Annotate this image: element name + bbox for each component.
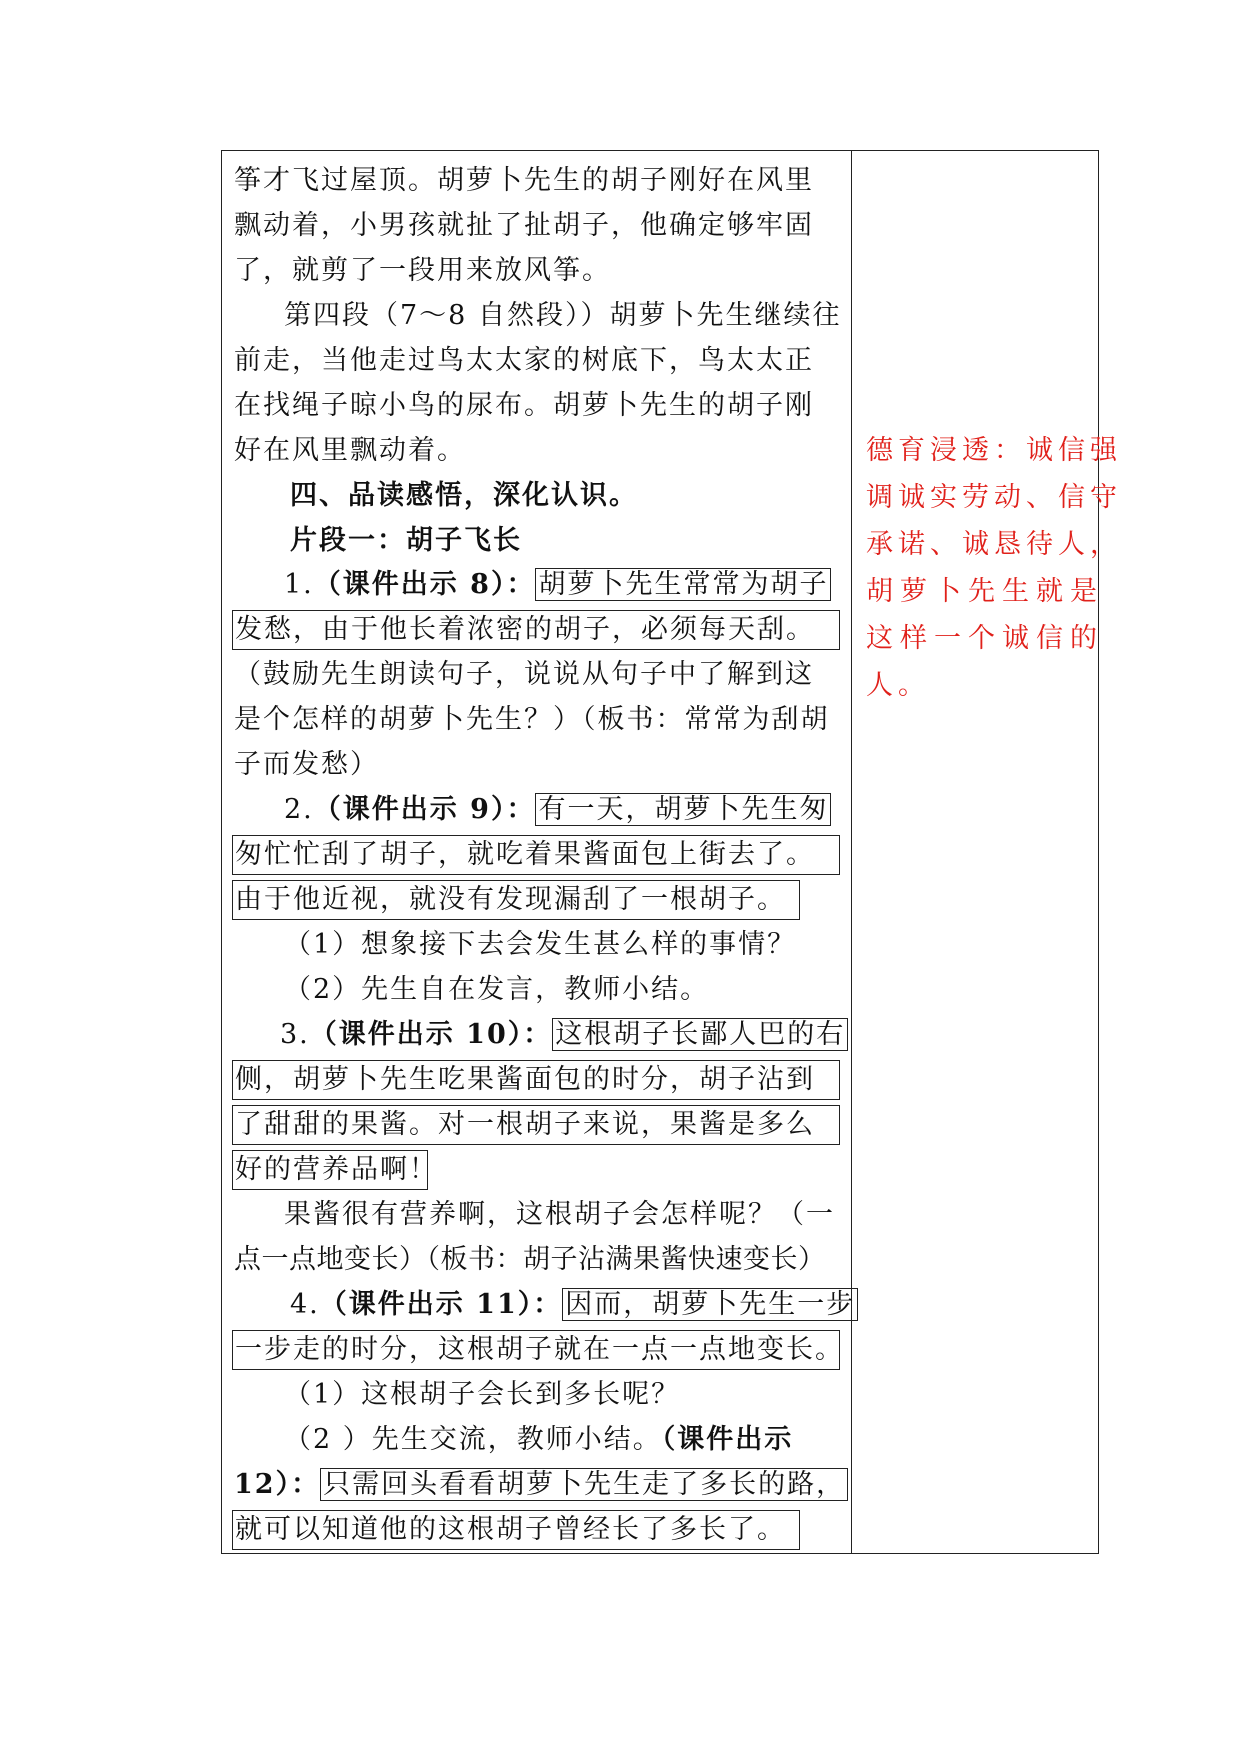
- item-2-header: [284, 790, 831, 830]
- item-4-header: [290, 1285, 858, 1325]
- moral-note-line: 人。: [866, 670, 930, 701]
- text-line: 第四段（7～8 自然段））胡萝卜先生继续往: [284, 300, 842, 331]
- text-line: 果酱很有营养啊，这根胡子会怎样呢？（一: [284, 1199, 835, 1230]
- item-number: 4.: [290, 1289, 320, 1320]
- quoted-text: 这根胡子长鄙人巴的右: [552, 1018, 848, 1051]
- quoted-text: 就可以知道他的这根胡子曾经长了多长了。: [232, 1510, 800, 1550]
- text-line: 筝才飞过屋顶。胡萝卜先生的胡子刚好在风里: [234, 165, 814, 196]
- slide-label: （课件出示 8）：: [313, 569, 536, 600]
- moral-note-line: 这样一个诚信的: [866, 623, 1104, 654]
- item-number: 2.: [284, 794, 314, 825]
- text-line: 了，就剪了一段用来放风筝。: [234, 255, 611, 286]
- text-line: 点一点地变长）（板书：胡子沾满果酱快速变长）: [234, 1244, 826, 1275]
- quoted-text: 只需回头看看胡萝卜先生走了多长的路，: [320, 1468, 848, 1501]
- quoted-text: 一步走的时分，这根胡子就在一点一点地变长。: [232, 1330, 840, 1370]
- text-line: 是个怎样的胡萝卜先生？）（板书：常常为刮胡: [234, 704, 830, 735]
- moral-note-line: 承诺、诚恳待人，: [866, 529, 1122, 560]
- subsection-heading: 片段一：胡子飞长: [290, 525, 522, 556]
- quoted-text: 侧，胡萝卜先生吃果酱面包的时分，胡子沾到: [232, 1060, 840, 1100]
- question-line: （2）先生自在发言，教师小结。: [284, 974, 710, 1005]
- quoted-text: 胡萝卜先生常常为胡子: [535, 568, 831, 601]
- item-number: 1.: [284, 569, 314, 600]
- moral-note-line: 调诚实劳动、信守: [866, 482, 1122, 513]
- question-line: （1）想象接下去会发生甚么样的事情？: [284, 929, 797, 960]
- text-line: 在找绳子晾小鸟的尿布。胡萝卜先生的胡子刚: [234, 390, 814, 421]
- quoted-text: 好的营养品啊！: [232, 1150, 428, 1190]
- text-line: （鼓励先生朗读句子，说说从句子中了解到这: [234, 659, 814, 690]
- section-heading: 四、品读感悟，深化认识。: [290, 480, 638, 511]
- quoted-text: 匆忙忙刮了胡子，就吃着果酱面包上街去了。: [232, 835, 840, 875]
- question-text: （2 ）先生交流，教师小结。: [284, 1424, 662, 1455]
- column-divider: [851, 151, 852, 1553]
- text-line: 子而发愁）: [234, 749, 379, 780]
- moral-note-line: 德育浸透：诚信强: [866, 435, 1122, 466]
- slide-label: （课件出示 10）：: [309, 1019, 553, 1050]
- quoted-text: 了甜甜的果酱。对一根胡子来说，果酱是多么: [232, 1105, 840, 1145]
- item-1-header: [284, 565, 831, 605]
- quoted-text: 发愁，由于他长着浓密的胡子，必须每天刮。: [232, 610, 840, 650]
- slide-label: （课件出示 9）：: [313, 794, 536, 825]
- text-line: 飘动着，小男孩就扯了扯胡子，他确定够牢固: [234, 210, 814, 241]
- moral-note-line: 胡萝卜先生就是: [866, 576, 1104, 607]
- quoted-text: 因而，胡萝卜先生一步: [562, 1288, 858, 1321]
- slide-label: 12）：: [234, 1469, 321, 1500]
- slide-label: （课件出示 11）：: [319, 1289, 563, 1320]
- quoted-text: 有一天，胡萝卜先生匆: [535, 793, 831, 826]
- quoted-text: 由于他近视，就没有发现漏刮了一根胡子。: [232, 880, 800, 920]
- item-3-header: [280, 1015, 848, 1055]
- item-number: 3.: [280, 1019, 310, 1050]
- question-line: （1）这根胡子会长到多长呢？: [284, 1379, 681, 1410]
- text-line: 好在风里飘动着。: [234, 435, 466, 466]
- slide-label: （课件出示: [661, 1424, 794, 1455]
- item-4-quote-line: [234, 1465, 848, 1505]
- lesson-table: [221, 150, 1122, 1554]
- question-line: [284, 1420, 793, 1460]
- text-line: 前走，当他走过鸟太太家的树底下，鸟太太正: [234, 345, 814, 376]
